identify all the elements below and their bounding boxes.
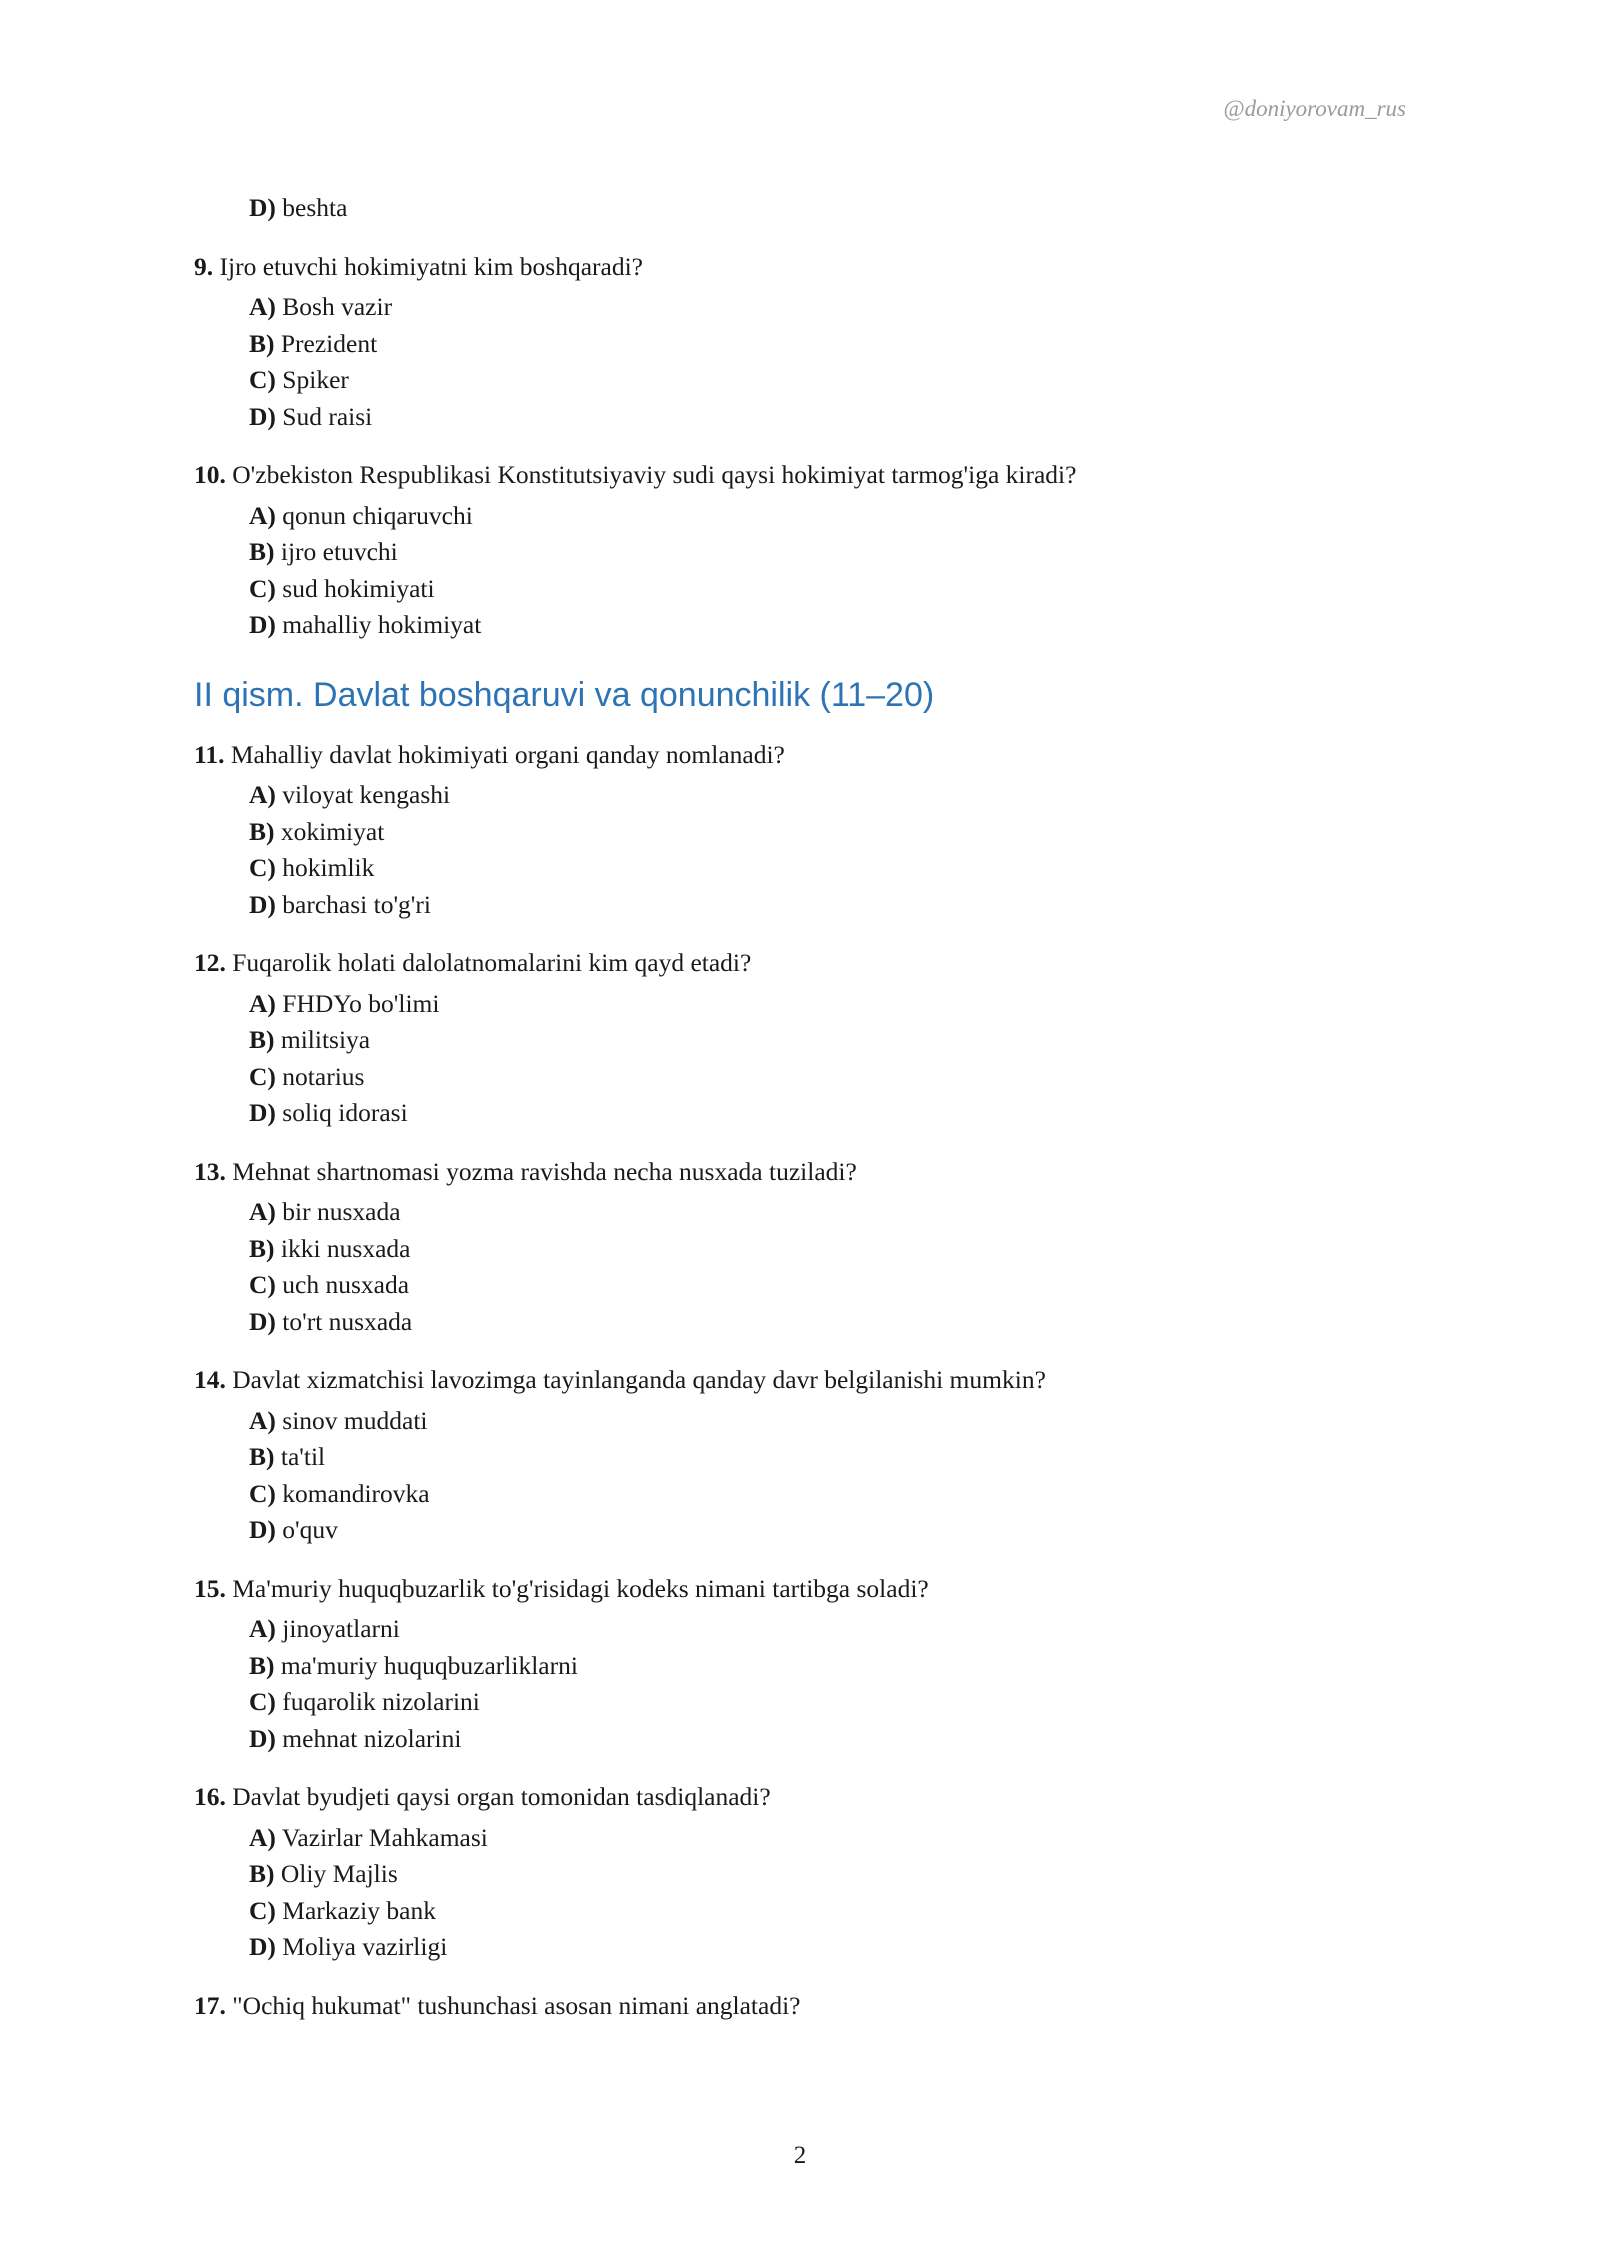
option-letter: D) — [249, 1932, 276, 1961]
option-letter: A) — [249, 988, 276, 1018]
question — [194, 945, 1414, 982]
answer-option — [249, 534, 1414, 571]
answer-option — [249, 814, 1414, 851]
answer-option — [249, 1059, 1414, 1096]
question-number: 15. — [194, 1573, 226, 1603]
answer-option — [249, 399, 1414, 436]
answer-option — [249, 1721, 1414, 1758]
question — [194, 1571, 1414, 1608]
answer-option — [249, 1022, 1414, 1059]
question-block — [194, 737, 1414, 924]
question-group-part-1 — [194, 249, 1414, 644]
question — [194, 1154, 1414, 1191]
answer-option — [249, 850, 1414, 887]
option-text: sud hokimiyati — [282, 573, 435, 603]
option-letter: C) — [249, 1895, 276, 1925]
option-letter: D) — [249, 1098, 276, 1127]
option-text: uch nusxada — [282, 1270, 410, 1299]
question-text: Ma'muriy huquqbuzarlik to'g'risidagi kodeks nimani tartibga soladi? — [232, 1573, 929, 1603]
option-text: qonun chiqaruvchi — [282, 500, 473, 530]
option-letter: D) — [249, 401, 276, 431]
option-text: ikki nusxada — [280, 1233, 411, 1263]
option-text: militsiya — [280, 1025, 371, 1054]
option-text: viloyat kengashi — [282, 780, 451, 809]
answer-option — [249, 1611, 1414, 1648]
page-content — [194, 190, 1414, 2028]
question-number: 11. — [194, 739, 225, 769]
answer-option — [249, 571, 1414, 608]
section-heading: II qism. Davlat boshqaruvi va qonunchilik (11–20) — [194, 675, 935, 714]
answer-option — [249, 1095, 1414, 1132]
option-letter: C) — [249, 853, 276, 882]
question-text: Davlat byudjeti qaysi organ tomonidan tasdiqlanadi? — [232, 1782, 771, 1811]
option-letter: B) — [249, 1442, 275, 1471]
option-letter: A) — [249, 292, 276, 321]
question-block — [194, 249, 1414, 436]
answer-option — [249, 326, 1414, 363]
question-block — [194, 1779, 1414, 1966]
option-text: xokimiyat — [280, 816, 385, 846]
question — [194, 1779, 1414, 1816]
option-text: ma'muriy huquqbuzarliklarni — [280, 1650, 578, 1680]
question-number: 12. — [194, 948, 226, 977]
question-block — [194, 945, 1414, 1132]
option-text: bir nusxada — [282, 1197, 401, 1226]
answer-option — [249, 1684, 1414, 1721]
option-letter: D) — [249, 1306, 276, 1336]
option-letter: A) — [249, 1197, 276, 1226]
answer-option — [249, 1267, 1414, 1304]
option-text: to'rt nusxada — [282, 1306, 413, 1336]
answer-option — [249, 607, 1414, 644]
question-number: 14. — [194, 1365, 226, 1394]
option-text: beshta — [282, 193, 348, 222]
option-text: ta'til — [280, 1442, 326, 1471]
question-block — [194, 457, 1414, 644]
option-letter: C) — [249, 573, 276, 603]
option-letter: A) — [249, 500, 276, 530]
option-letter: A) — [249, 1405, 276, 1435]
question — [194, 1362, 1414, 1399]
option-letter: D) — [249, 1723, 276, 1753]
question-number: 9. — [194, 251, 214, 281]
question-text: "Ochiq hukumat" tushunchasi asosan nimani anglatadi? — [232, 1990, 801, 2020]
option-text: komandirovka — [282, 1478, 430, 1508]
answer-option — [249, 498, 1414, 535]
question-number: 17. — [194, 1990, 226, 2020]
option-text: Moliya vazirligi — [282, 1932, 448, 1961]
option-text: mehnat nizolarini — [282, 1723, 462, 1753]
option-letter: D) — [249, 193, 276, 222]
option-letter: B) — [249, 816, 275, 846]
question — [194, 249, 1414, 286]
question-block — [194, 1362, 1414, 1549]
option-letter: C) — [249, 1687, 276, 1716]
option-text: Vazirlar Mahkamasi — [281, 1822, 488, 1852]
question-block — [194, 1571, 1414, 1758]
question — [194, 737, 1414, 774]
option-letter: C) — [249, 1061, 276, 1091]
answer-option — [249, 1231, 1414, 1268]
option-letter: D) — [249, 610, 276, 639]
option-letter: C) — [249, 1270, 276, 1299]
option-text: ijro etuvchi — [280, 537, 398, 566]
answer-option — [249, 777, 1414, 814]
option-letter: B) — [249, 537, 275, 566]
question-block — [194, 1988, 1414, 2025]
option-text: Spiker — [282, 365, 349, 394]
option-text: sinov muddati — [282, 1405, 428, 1435]
option-letter: C) — [249, 1478, 276, 1508]
answer-option — [249, 1856, 1414, 1893]
option-text: fuqarolik nizolarini — [282, 1687, 480, 1716]
question — [194, 457, 1414, 494]
option-letter: D) — [249, 889, 276, 919]
answer-option — [249, 1403, 1414, 1440]
question-number: 13. — [194, 1156, 226, 1186]
question-text: Mahalliy davlat hokimiyati organi qanday nomlanadi? — [230, 739, 785, 769]
option-letter: B) — [249, 1859, 275, 1888]
question-group-part-2 — [194, 737, 1414, 2025]
option-text: FHDYo bo'limi — [282, 988, 440, 1018]
question-number: 16. — [194, 1782, 226, 1811]
question-text: Davlat xizmatchisi lavozimga tayinlanganda qanday davr belgilanishi mumkin? — [232, 1365, 1046, 1394]
question-text: Fuqarolik holati dalolatnomalarini kim qayd etadi? — [232, 948, 752, 977]
answer-option — [249, 190, 1414, 227]
option-text: barchasi to'g'ri — [282, 889, 431, 919]
option-text: Oliy Majlis — [280, 1859, 398, 1888]
answer-option — [249, 986, 1414, 1023]
option-text: hokimlik — [282, 853, 375, 882]
option-text: soliq idorasi — [282, 1098, 408, 1127]
question-text: Mehnat shartnomasi yozma ravishda necha nusxada tuziladi? — [232, 1156, 857, 1186]
question — [194, 1988, 1414, 2025]
option-letter: A) — [249, 1822, 276, 1852]
question-text: Ijro etuvchi hokimiyatni kim boshqaradi? — [219, 251, 643, 281]
page-number: 2 — [793, 2142, 807, 2169]
option-text: mahalliy hokimiyat — [282, 610, 482, 639]
answer-option — [249, 887, 1414, 924]
answer-option — [249, 1194, 1414, 1231]
option-letter: B) — [249, 1233, 275, 1263]
answer-option — [249, 362, 1414, 399]
option-text: Markaziy bank — [282, 1895, 436, 1925]
question-number: 10. — [194, 460, 226, 489]
watermark: @doniyorovam_rus — [1223, 96, 1406, 121]
option-text: Prezident — [280, 328, 378, 358]
answer-option — [249, 1512, 1414, 1549]
answer-option — [249, 289, 1414, 326]
answer-option — [249, 1439, 1414, 1476]
answer-option — [249, 1820, 1414, 1857]
answer-option — [249, 1648, 1414, 1685]
option-text: Bosh vazir — [282, 292, 393, 321]
option-text: jinoyatlarni — [282, 1614, 400, 1643]
option-letter: B) — [249, 328, 275, 358]
answer-option — [249, 1476, 1414, 1513]
question-block — [194, 1154, 1414, 1341]
answer-option — [249, 1304, 1414, 1341]
question-text: O'zbekiston Respublikasi Konstitutsiyaviy sudi qaysi hokimiyat tarmog'iga kiradi? — [232, 460, 1077, 489]
option-letter: C) — [249, 365, 276, 394]
answer-option — [249, 1929, 1414, 1966]
option-text: notarius — [282, 1061, 365, 1091]
option-letter: B) — [249, 1025, 275, 1054]
option-letter: B) — [249, 1650, 275, 1680]
option-letter: D) — [249, 1515, 276, 1544]
option-text: o'quv — [282, 1515, 338, 1544]
option-letter: A) — [249, 780, 276, 809]
option-text: Sud raisi — [282, 401, 373, 431]
option-letter: A) — [249, 1614, 276, 1643]
answer-option — [249, 1893, 1414, 1930]
